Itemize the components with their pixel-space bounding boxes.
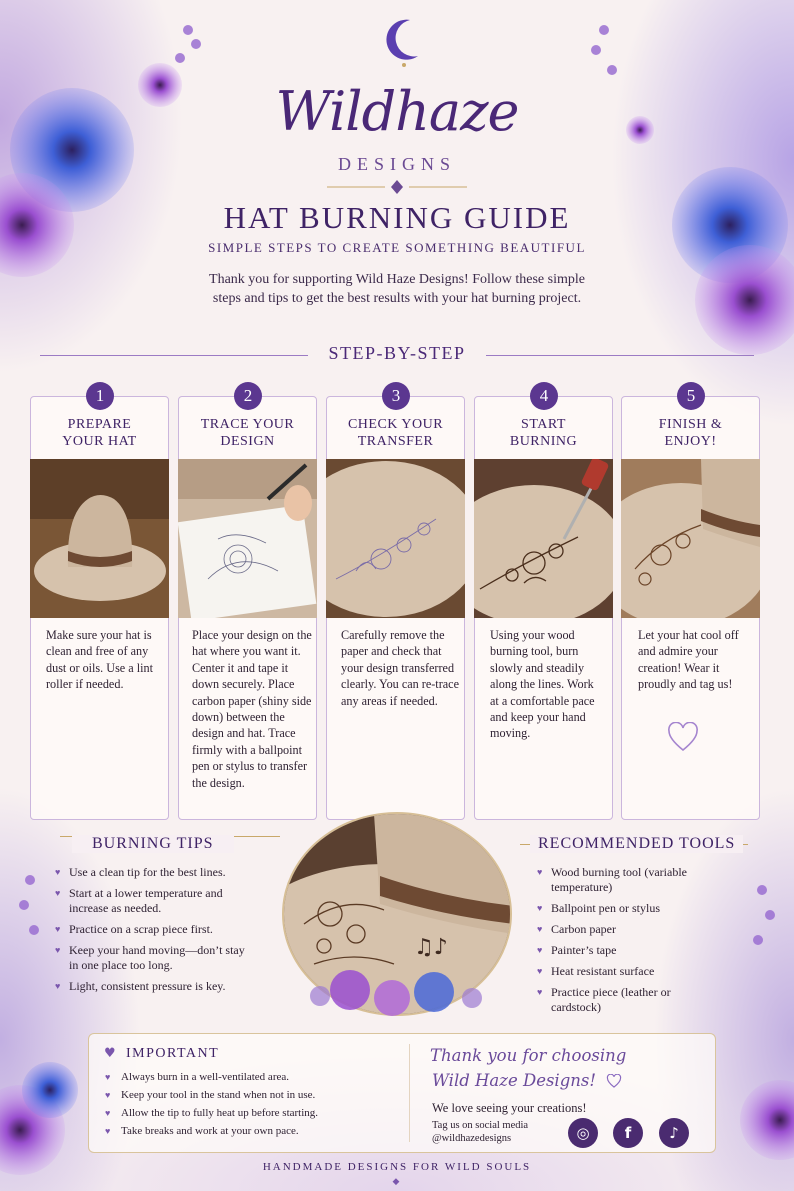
- brand-logo: Wildhaze: [275, 80, 519, 143]
- step-number: 3: [382, 382, 410, 410]
- step-number: 4: [530, 382, 558, 410]
- step-title: PREPARE YOUR HAT: [62, 417, 137, 449]
- step-title: START BURNING: [509, 417, 578, 449]
- step-photo-burning: [474, 459, 613, 618]
- love-text: We love seeing your creations!: [432, 1101, 587, 1115]
- heart-icon: [606, 1074, 622, 1088]
- step-photo-finished: [621, 459, 760, 618]
- brand-subtitle: DESIGNS: [337, 154, 456, 174]
- list-item: ♥ Painter’s tape: [537, 943, 712, 958]
- tag-text: Tag us on social media: [432, 1120, 529, 1131]
- important-title: IMPORTANT: [126, 1046, 220, 1061]
- step-description: Make sure your hat is clean and free of any dust or oils. Use a lint roller if needed.: [46, 628, 153, 692]
- list-item: ♥ Start at a lower temperature and increase as needed.: [55, 886, 255, 916]
- steps-heading: STEP-BY-STEP: [328, 343, 466, 363]
- social-handle: @wildhazedesigns: [432, 1133, 512, 1144]
- step-photo-trace: [178, 459, 317, 618]
- step-number: 5: [677, 382, 705, 410]
- step-title: FINISH & ENJOY!: [658, 417, 723, 449]
- step-description: Let your hat cool off and admire your creation! Wear it proudly and tag us!: [638, 628, 739, 692]
- thanks-line-2: Wild Haze Designs!: [432, 1071, 596, 1090]
- list-item: ♥ Always burn in a well-ventilated area.: [105, 1071, 405, 1084]
- intro-text: Thank you for supporting Wild Haze Designs! Follow these simple steps and tips to get the best results with your hat burning project.: [209, 272, 585, 306]
- list-item: ♥ Keep your hand moving—don’t stay in one place too long.: [55, 943, 255, 973]
- facebook-icon[interactable]: f: [613, 1118, 643, 1148]
- list-item: ♥ Heat resistant surface: [537, 964, 712, 979]
- list-item: ♥ Practice on a scrap piece first.: [55, 922, 255, 937]
- flower-cluster-decoration: [300, 960, 495, 1024]
- guide-subtitle: SIMPLE STEPS TO CREATE SOMETHING BEAUTIFUL: [208, 240, 586, 255]
- instagram-icon[interactable]: ◎: [568, 1118, 598, 1148]
- guide-title: HAT BURNING GUIDE: [223, 200, 571, 235]
- crescent-moon-icon: [384, 16, 424, 68]
- list-item: ♥ Use a clean tip for the best lines.: [55, 865, 255, 880]
- svg-text:♫♪: ♫♪: [414, 935, 448, 960]
- step-number: 1: [86, 382, 114, 410]
- step-description: Using your wood burning tool, burn slowly and steadily along the lines. Work at a comfortable pace and keep your hand moving.: [490, 628, 595, 741]
- important-list: [105, 1071, 405, 1143]
- heart-icon: [667, 722, 699, 752]
- list-item: ♥ Practice piece (leather or cardstock): [537, 985, 712, 1015]
- footer-tagline: HANDMADE DESIGNS FOR WILD SOULS: [262, 1161, 532, 1173]
- tiktok-icon[interactable]: ♪: [659, 1118, 689, 1148]
- list-item: ♥ Take breaks and work at your own pace.: [105, 1125, 405, 1138]
- list-item: ♥ Light, consistent pressure is key.: [55, 979, 255, 994]
- flourish-divider: [327, 178, 467, 196]
- tools-title: RECOMMENDED TOOLS: [530, 835, 743, 853]
- heart-icon: ♥: [104, 1046, 116, 1061]
- step-description: Carefully remove the paper and check that your design transferred clearly. You can re-trace any areas if needed.: [341, 628, 459, 708]
- list-item: ♥ Ballpoint pen or stylus: [537, 901, 712, 916]
- list-item: ♥ Carbon paper: [537, 922, 712, 937]
- list-item: ♥ Keep your tool in the stand when not in use.: [105, 1089, 405, 1102]
- tools-list: [537, 865, 712, 1021]
- step-photo-hat: [30, 459, 169, 618]
- tips-title: BURNING TIPS: [72, 835, 234, 853]
- step-photo-transfer: [326, 459, 465, 618]
- tips-list: [55, 865, 255, 1000]
- diamond-icon: ◆: [392, 1177, 400, 1187]
- list-item: ♥ Allow the tip to fully heat up before starting.: [105, 1107, 405, 1120]
- divider-line: [409, 1044, 410, 1142]
- list-item: ♥ Wood burning tool (variable temperature): [537, 865, 712, 895]
- step-title: TRACE YOUR DESIGN: [200, 417, 295, 449]
- step-title: CHECK YOUR TRANSFER: [347, 417, 444, 449]
- thanks-line-1: Thank you for choosing: [430, 1046, 627, 1065]
- step-description: Place your design on the hat where you want it. Center it and tape it down securely. Place carbon paper (shiny side down) between the design and hat. Trace firmly with a ballpoint pen or stylus to transfer the design.: [192, 628, 312, 790]
- step-number: 2: [234, 382, 262, 410]
